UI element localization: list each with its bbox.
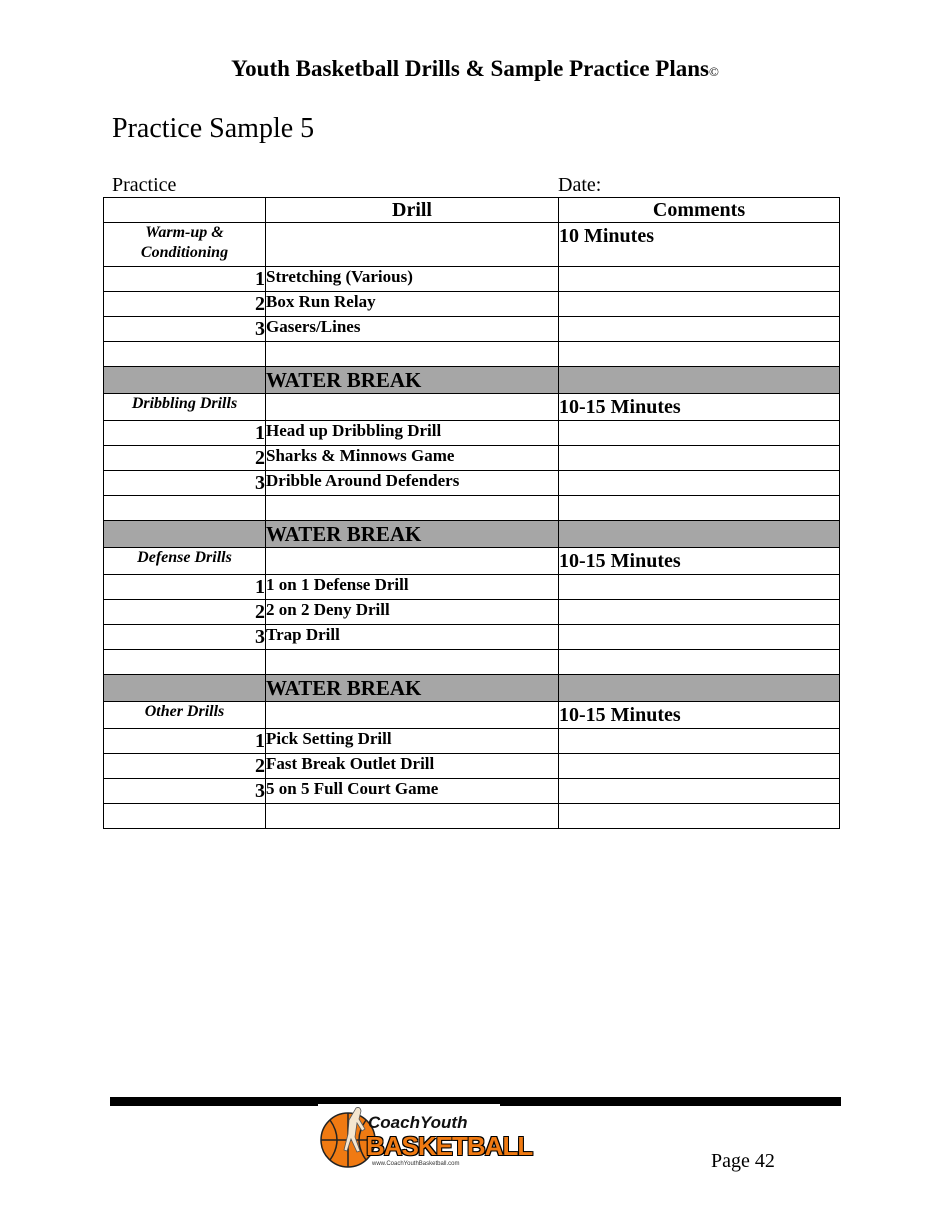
drill-cell-empty (266, 394, 559, 421)
drill-number: 2 (104, 754, 266, 779)
table-row (104, 446, 840, 471)
comment-cell (559, 729, 840, 754)
drill-name: 1 on 1 Defense Drill (266, 575, 559, 600)
duration-cell: 10-15 Minutes (559, 394, 840, 421)
drill-name: 5 on 5 Full Court Game (266, 779, 559, 804)
comment-cell (559, 317, 840, 342)
water-break-spacer (559, 675, 840, 702)
comment-cell (559, 754, 840, 779)
drill-name: Stretching (Various) (266, 267, 559, 292)
duration-cell: 10-15 Minutes (559, 702, 840, 729)
drill-name: Gasers/Lines (266, 317, 559, 342)
section-row-warmup (104, 223, 840, 267)
drill-number: 1 (104, 267, 266, 292)
blank-cell (104, 650, 266, 675)
water-break-row (104, 521, 840, 548)
logo-text-line2: BASKETBALL (366, 1131, 533, 1161)
document-title (0, 56, 950, 82)
blank-row (104, 496, 840, 521)
table-row (104, 600, 840, 625)
comment-cell (559, 421, 840, 446)
document-title-text: Youth Basketball Drills & Sample Practice Plans (231, 56, 709, 81)
comment-cell (559, 625, 840, 650)
comment-cell (559, 292, 840, 317)
blank-cell (559, 804, 840, 829)
logo-url: www.CoachYouthBasketball.com (372, 1161, 460, 1167)
blank-cell (559, 650, 840, 675)
drill-number: 1 (104, 575, 266, 600)
drill-name: 2 on 2 Deny Drill (266, 600, 559, 625)
water-break-spacer (104, 675, 266, 702)
blank-cell (104, 804, 266, 829)
water-break-spacer (104, 521, 266, 548)
water-break-spacer (559, 367, 840, 394)
drill-name: Sharks & Minnows Game (266, 446, 559, 471)
category-cell: Warm-up & Conditioning (104, 223, 266, 267)
duration-cell: 10 Minutes (559, 223, 840, 267)
table-row (104, 292, 840, 317)
comment-cell (559, 779, 840, 804)
header-cell-comments: Comments (559, 198, 840, 223)
copyright-symbol: © (709, 64, 719, 79)
drill-name: Head up Dribbling Drill (266, 421, 559, 446)
table-header-row (104, 198, 840, 223)
comment-cell (559, 471, 840, 496)
drill-name: Pick Setting Drill (266, 729, 559, 754)
table-row (104, 421, 840, 446)
water-break-row (104, 367, 840, 394)
blank-row (104, 342, 840, 367)
water-break-label: WATER BREAK (266, 675, 559, 702)
category-cell: Other Drills (104, 702, 266, 729)
blank-row (104, 804, 840, 829)
drill-cell-empty (266, 223, 559, 267)
table-row (104, 779, 840, 804)
page-number: Page 42 (711, 1150, 775, 1172)
water-break-label: WATER BREAK (266, 521, 559, 548)
table-row (104, 754, 840, 779)
comment-cell (559, 600, 840, 625)
practice-plan-table (103, 197, 840, 829)
drill-name: Trap Drill (266, 625, 559, 650)
drill-cell-empty (266, 702, 559, 729)
blank-cell (104, 342, 266, 367)
drill-number: 3 (104, 779, 266, 804)
comment-cell (559, 267, 840, 292)
blank-cell (559, 496, 840, 521)
drill-number: 3 (104, 625, 266, 650)
drill-number: 3 (104, 317, 266, 342)
drill-number: 2 (104, 292, 266, 317)
practice-sample-title: Practice Sample 5 (112, 113, 315, 144)
water-break-spacer (559, 521, 840, 548)
drill-name: Dribble Around Defenders (266, 471, 559, 496)
blank-cell (266, 342, 559, 367)
duration-cell: 10-15 Minutes (559, 548, 840, 575)
header-cell-drill: Drill (266, 198, 559, 223)
drill-name: Box Run Relay (266, 292, 559, 317)
logo-text-line1: CoachYouth (368, 1113, 468, 1132)
date-label: Date: (558, 174, 602, 196)
table-row (104, 575, 840, 600)
blank-cell (266, 804, 559, 829)
blank-row (104, 650, 840, 675)
table-row (104, 267, 840, 292)
section-row-other (104, 702, 840, 729)
blank-cell (266, 650, 559, 675)
blank-cell (559, 342, 840, 367)
comment-cell (559, 446, 840, 471)
water-break-label: WATER BREAK (266, 367, 559, 394)
table-row (104, 471, 840, 496)
drill-number: 2 (104, 600, 266, 625)
table-row (104, 625, 840, 650)
comment-cell (559, 575, 840, 600)
drill-name: Fast Break Outlet Drill (266, 754, 559, 779)
water-break-row (104, 675, 840, 702)
water-break-spacer (104, 367, 266, 394)
table-row (104, 729, 840, 754)
practice-label: Practice (112, 174, 177, 196)
drill-cell-empty (266, 548, 559, 575)
category-cell: Dribbling Drills (104, 394, 266, 421)
drill-number: 2 (104, 446, 266, 471)
section-row-dribbling (104, 394, 840, 421)
category-cell: Defense Drills (104, 548, 266, 575)
drill-number: 1 (104, 729, 266, 754)
blank-cell (266, 496, 559, 521)
drill-number: 3 (104, 471, 266, 496)
blank-cell (104, 496, 266, 521)
header-cell-blank (104, 198, 266, 223)
drill-number: 1 (104, 421, 266, 446)
section-row-defense (104, 548, 840, 575)
table-row (104, 317, 840, 342)
